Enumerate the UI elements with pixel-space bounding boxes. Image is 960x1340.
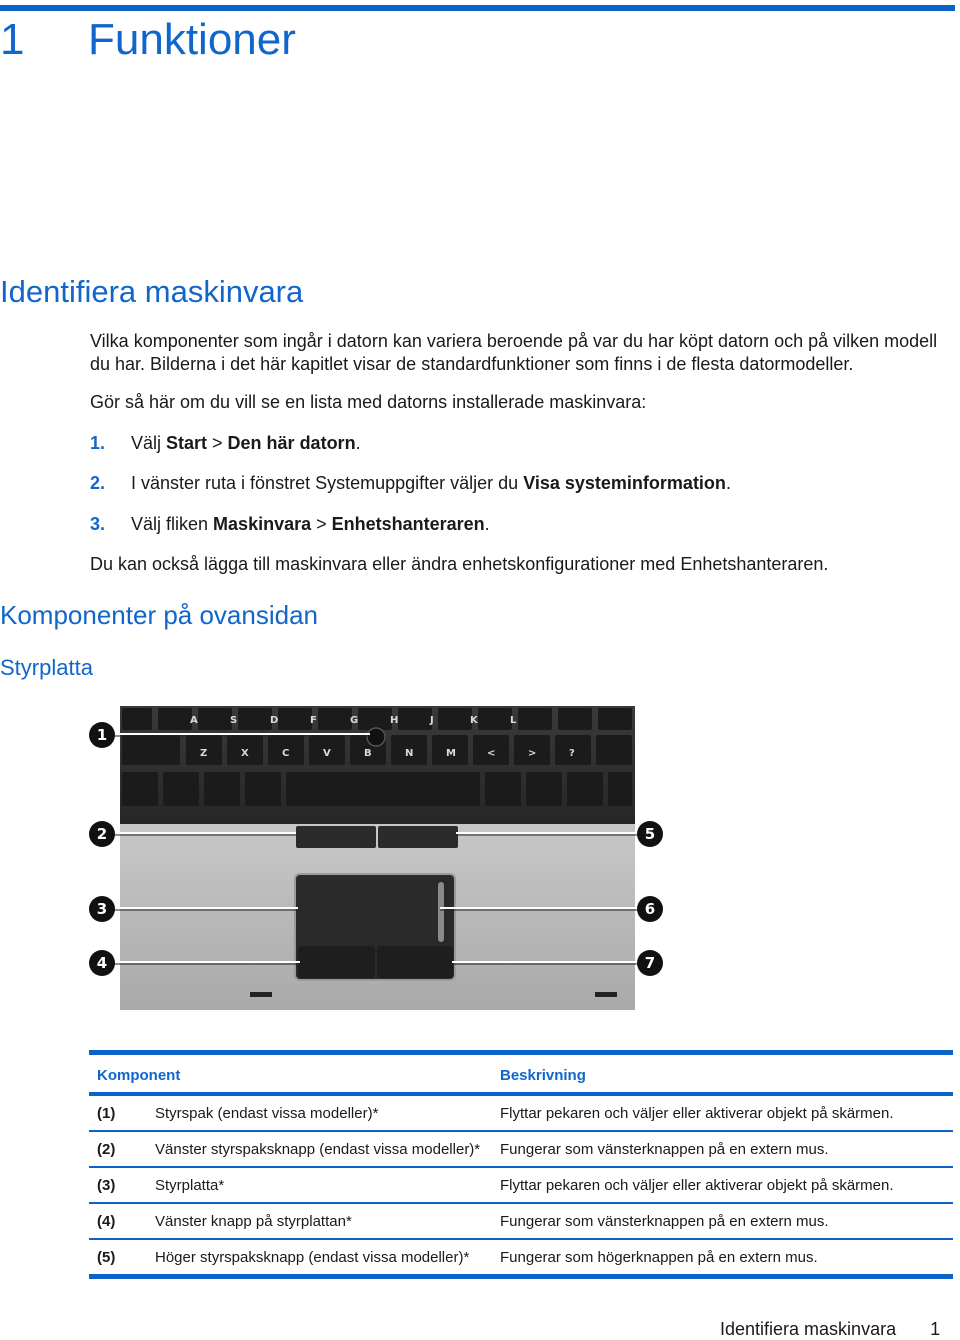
page-number: 1 xyxy=(930,1319,941,1339)
step-number: 1. xyxy=(90,433,106,453)
key-legend: < xyxy=(487,748,496,759)
key-legend: > xyxy=(528,748,537,759)
key-legend: C xyxy=(282,748,290,759)
scroll-zone xyxy=(438,882,444,942)
ui-term: Maskinvara xyxy=(213,514,312,534)
top-rule xyxy=(0,5,955,11)
ui-term: Start xyxy=(166,433,208,453)
chapter-number: 1 xyxy=(0,15,25,64)
row-id: (4) xyxy=(97,1213,116,1230)
table-row xyxy=(89,1168,953,1204)
step-number: 2. xyxy=(90,473,106,493)
row-description: Flyttar pekaren och väljer eller aktiverar objekt på skärmen. xyxy=(500,1105,894,1122)
callout-number: 3 xyxy=(96,900,108,918)
subsection-title: Komponenter på ovansidan xyxy=(0,600,319,630)
chapter-heading xyxy=(0,14,296,66)
row-description: Fungerar som vänsterknappen på en extern mus. xyxy=(500,1213,829,1230)
key-legend: G xyxy=(350,715,359,726)
callout-number: 2 xyxy=(96,825,108,843)
intro-paragraph: Vilka komponenter som ingår i datorn kan variera beroende på var du har köpt datorn och på vilken modell du har. Bilderna i det här kapitlet visar de standardfunktioner som finns i de flesta datormodeller. xyxy=(90,331,938,374)
section-title: Identifiera maskinvara xyxy=(0,274,304,309)
step-2: 2. I vänster ruta i fönstret Systemuppgifter väljer du Visa systeminformation. xyxy=(90,473,731,493)
row-description: Flyttar pekaren och väljer eller aktiverar objekt på skärmen. xyxy=(500,1177,894,1194)
row-id: (3) xyxy=(97,1177,116,1194)
key-legend: ? xyxy=(569,748,575,759)
touchpad-illustration xyxy=(88,700,668,1016)
ui-term: Visa systeminformation xyxy=(523,473,726,493)
key-legend: H xyxy=(390,715,399,726)
row-description: Fungerar som högerknappen på en extern mus. xyxy=(500,1249,818,1266)
callout-number: 7 xyxy=(644,954,656,972)
row-component: Vänster knapp på styrplattan* xyxy=(155,1213,352,1230)
pointing-stick xyxy=(367,728,385,746)
key-legend: B xyxy=(364,748,372,759)
callout-number: 6 xyxy=(644,900,656,918)
page-footer xyxy=(720,1319,940,1340)
key-legend: V xyxy=(323,748,331,759)
row-component: Höger styrspaksknapp (endast vissa modeller)* xyxy=(155,1249,470,1266)
row-description: Fungerar som vänsterknappen på en extern mus. xyxy=(500,1141,829,1158)
key-legend: F xyxy=(310,715,317,726)
row-id: (5) xyxy=(97,1249,116,1266)
spacebar xyxy=(286,772,480,806)
table-row xyxy=(89,1204,953,1240)
key-legend: Z xyxy=(200,748,208,759)
footer-title: Identifiera maskinvara xyxy=(720,1319,897,1339)
key-legend: N xyxy=(405,748,414,759)
row-id: (2) xyxy=(97,1141,116,1158)
key-legend: D xyxy=(270,715,279,726)
ui-term: Den här datorn xyxy=(227,433,356,453)
components-table xyxy=(89,1050,953,1279)
key-legend: K xyxy=(470,715,478,726)
key-legend: M xyxy=(446,748,456,759)
callout-number: 1 xyxy=(96,726,108,744)
key-legend: X xyxy=(241,748,249,759)
table-row xyxy=(89,1096,953,1132)
ui-term: Enhetshanteraren xyxy=(331,514,485,534)
row-component: Vänster styrspaksknapp (endast vissa modeller)* xyxy=(155,1141,481,1158)
table-header xyxy=(89,1055,953,1096)
header-component: Komponent xyxy=(97,1067,181,1084)
right-touchpad-button xyxy=(377,946,453,978)
key-legend: S xyxy=(230,715,238,726)
header-description: Beskrivning xyxy=(500,1067,586,1084)
chapter-title: Funktioner xyxy=(88,15,296,64)
key-legend: J xyxy=(430,715,434,726)
callout-number: 4 xyxy=(96,954,108,972)
note-paragraph: Du kan också lägga till maskinvara eller ändra enhetskonfigurationer med Enhetshanteraren. xyxy=(90,554,829,574)
step-number: 3. xyxy=(90,514,106,534)
step-1: 1. Välj Start > Den här datorn. xyxy=(90,433,361,453)
subsubsection-title: Styrplatta xyxy=(0,655,93,680)
step-3: 3. Välj fliken Maskinvara > Enhetshanteraren. xyxy=(90,514,490,534)
callout-number: 5 xyxy=(644,825,656,843)
table-row xyxy=(89,1132,953,1168)
row-id: (1) xyxy=(97,1105,116,1122)
key-legend: A xyxy=(190,715,198,726)
table-row xyxy=(89,1240,953,1279)
key-row-3 xyxy=(122,772,632,806)
right-stick-button xyxy=(378,826,458,848)
row-component: Styrplatta* xyxy=(155,1177,225,1194)
row-component: Styrspak (endast vissa modeller)* xyxy=(155,1105,379,1122)
key-legend: L xyxy=(510,715,517,726)
left-touchpad-button xyxy=(298,946,375,978)
lead-paragraph: Gör så här om du vill se en lista med datorns installerade maskinvara: xyxy=(90,392,647,412)
left-stick-button xyxy=(296,826,376,848)
